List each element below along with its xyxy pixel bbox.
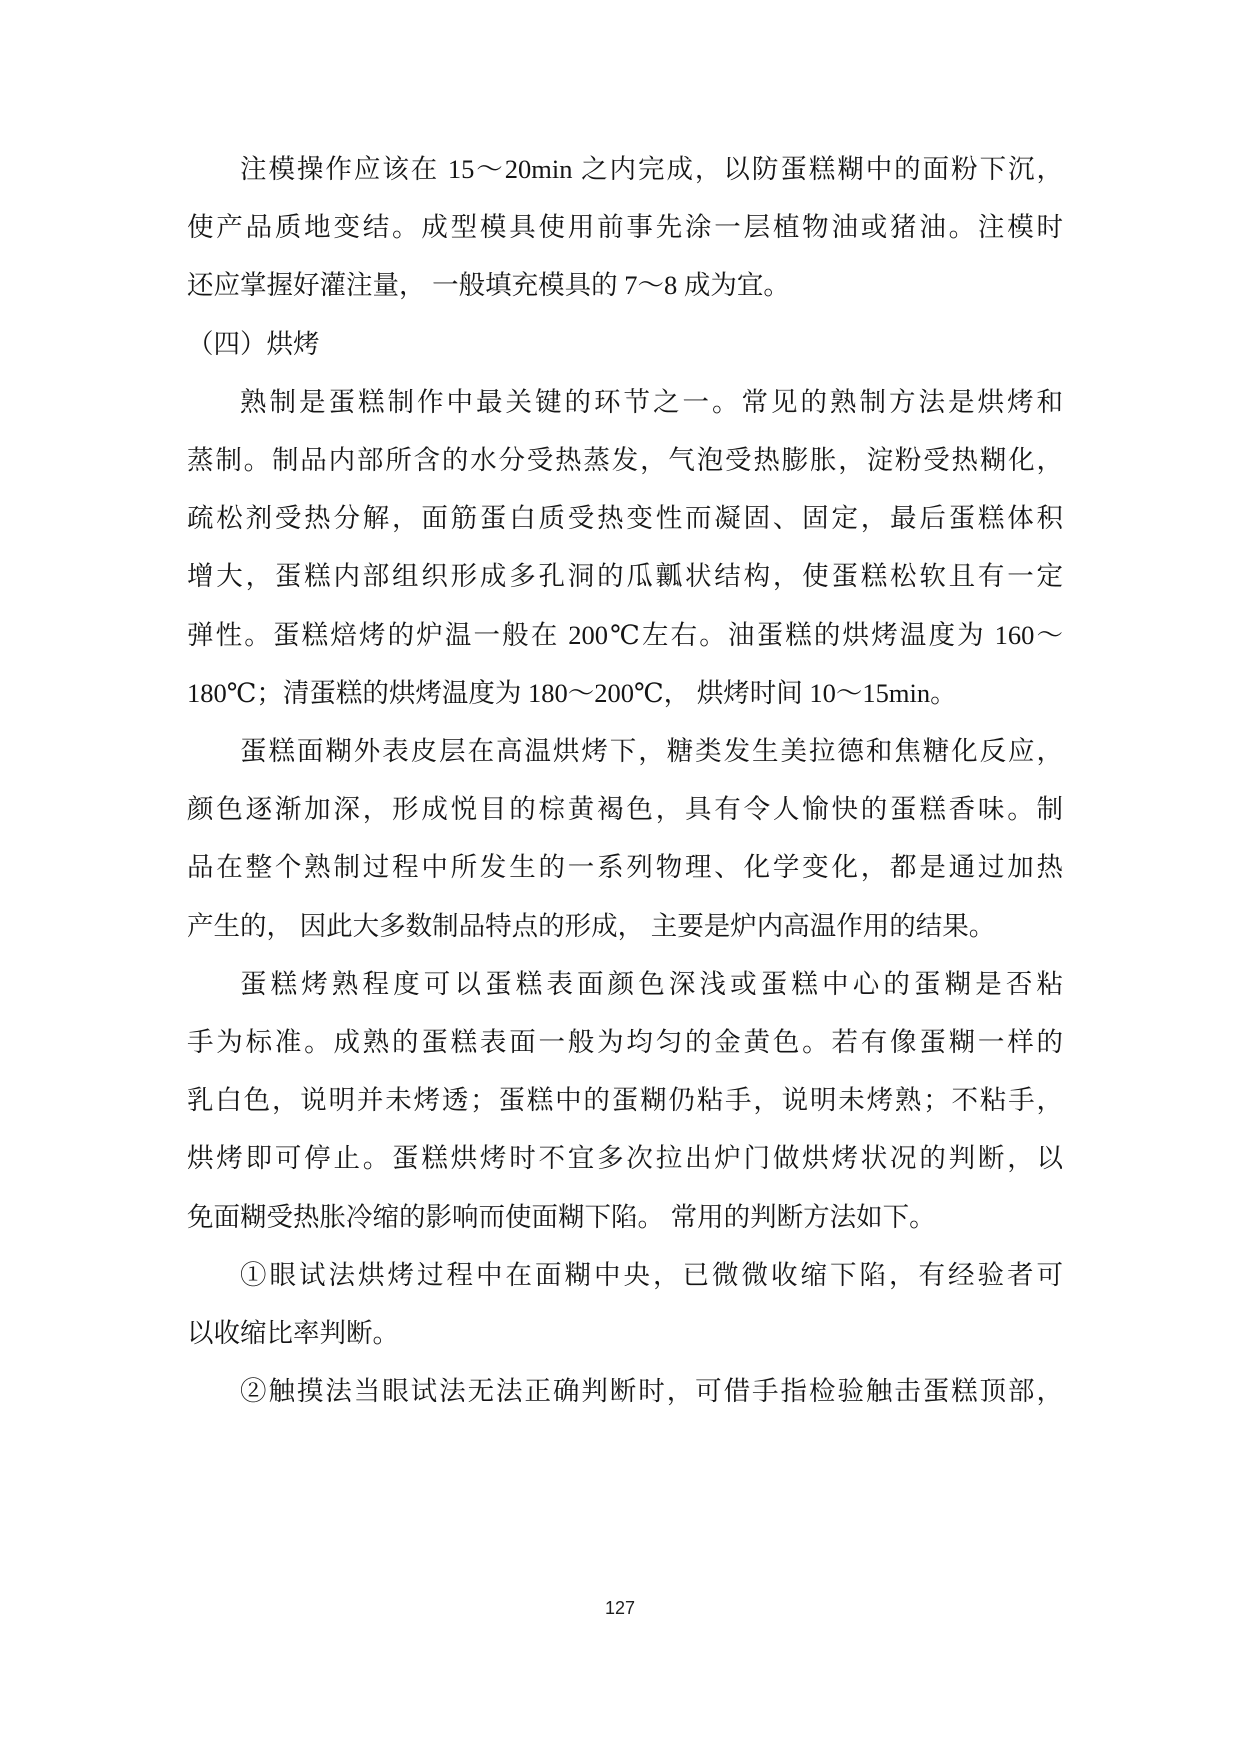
text-line: 手为标准。成熟的蛋糕表面一般为均匀的金黄色。若有像蛋糊一样的 [187,1027,1063,1058]
text-line: 蛋糕面糊外表皮层在高温烘烤下，糖类发生美拉德和焦糖化反应， [240,736,1063,767]
page-footer [0,1598,1240,1619]
text-line: 蛋糕烤熟程度可以蛋糕表面颜色深浅或蛋糕中心的蛋糊是否粘 [240,968,1063,999]
text-line: 烘烤即可停止。蛋糕烘烤时不宜多次拉出炉门做烘烤状况的判断，以 [187,1143,1063,1174]
text-line: ②触摸法当眼试法无法正确判断时，可借手指检验触击蛋糕顶部， [240,1376,1063,1407]
text-line: 颜色逐渐加深，形成悦目的棕黄褐色，具有令人愉快的蛋糕香味。制 [187,794,1063,825]
page-number: 127 [604,1598,636,1618]
text-line: 免面糊受热胀冷缩的影响而使面糊下陷。 常用的判断方法如下。 [187,1201,936,1232]
text-line: 以收缩比率判断。 [187,1318,399,1349]
text-line: 注模操作应该在 15～20min 之内完成，以防蛋糕糊中的面粉下沉， [240,154,1063,184]
text-line: 品在整个熟制过程中所发生的一系列物理、化学变化，都是通过加热 [187,852,1063,883]
text-line: 熟制是蛋糕制作中最关键的环节之一。常见的熟制方法是烘烤和 [240,386,1063,417]
text-line: 疏松剂受热分解，面筋蛋白质受热变性而凝固、固定，最后蛋糕体积 [187,503,1063,534]
text-line: ①眼试法烘烤过程中在面糊中央，已微微收缩下陷，有经验者可 [240,1259,1063,1290]
text-line: 180℃；清蛋糕的烘烤温度为 180～200℃， 烘烤时间 10～15min。 [187,677,957,708]
text-line: 使产品质地变结。成型模具使用前事先涂一层植物油或猪油。注模时 [187,212,1063,243]
text-line: 增大，蛋糕内部组织形成多孔洞的瓜瓤状结构，使蛋糕松软且有一定 [187,561,1063,592]
text-line: 还应掌握好灌注量， 一般填充模具的 7～8 成为宜。 [187,270,790,301]
text-line: 弹性。蛋糕焙烤的炉温一般在 200℃左右。油蛋糕的烘烤温度为 160～ [187,619,1063,650]
text-line: 蒸制。制品内部所含的水分受热蒸发，气泡受热膨胀，淀粉受热糊化， [187,445,1063,476]
text-line: 乳白色，说明并未烤透；蛋糕中的蛋糊仍粘手，说明未烤熟；不粘手， [187,1085,1063,1116]
body-text [187,140,1063,1420]
text-line: 产生的， 因此大多数制品特点的形成， 主要是炉内高温作用的结果。 [187,910,996,941]
section-heading: （四）烘烤 [187,328,320,359]
